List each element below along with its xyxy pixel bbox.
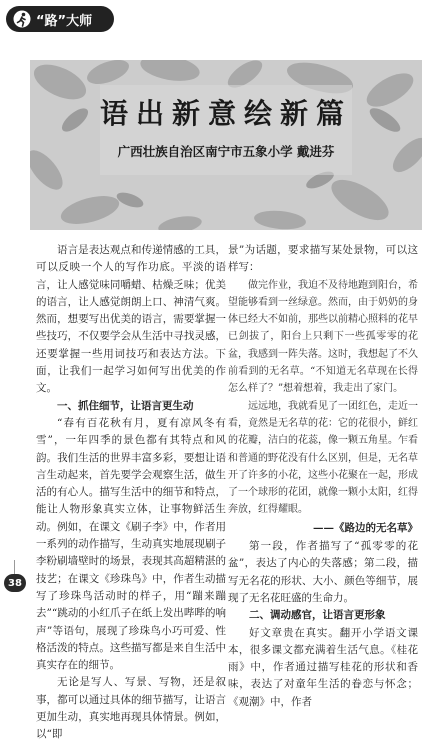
author-line: 广西壮族自治区南宁市五象小学 戴进芬 <box>117 144 335 159</box>
left-column <box>36 242 226 744</box>
article-title: 语出新意绘新篇 <box>99 97 352 130</box>
column-tag <box>6 6 114 32</box>
right-column <box>228 242 418 711</box>
paragraph-details: “春有百花秋有月，夏有凉风冬有雪”，一年四季的景色都有其特点和风韵。我们生活的世界丰富多彩，要想让语言生动起来，首先要学会观察生活，做生活的有心人。描写生活中的细节和特点，能让人物形象真实立体，让事物鲜活生动。例如，在课文《刷子李》中，作者用一系列的动作描写，生动真实地展现刷子李粉刷墙壁时的场景，表现其高超精湛的技艺；在课文《珍珠鸟》中，作者生动描写了珍珠鸟活动时的样子，用“蹦来蹦去”“跳动的小红爪子在纸上发出哔哔的响声”等语句，展现了珍珠鸟小巧可爱、性格活泼的特点。这些描写都是来自生活中真实存在的细节。 <box>36 416 226 672</box>
column-tag-label: “路”大师 <box>36 13 93 29</box>
title-banner <box>30 60 422 230</box>
quoted-passage-1: 做完作业，我迫不及待地跑到阳台，希望能够看到一丝绿意。然而，由于奶奶的身体已经大不如前，那些以前精心照料的花早已剑拔了，阳台上只剩下一些孤零零的花盆，我感到一阵失落。这时，我想起了不久前看到的无名草。“不知道无名草现在长得怎么样了？”想着想着，我走出了家门。 <box>228 279 418 395</box>
section-heading-1: 一、抓住细节，让语言更生动 <box>57 399 194 412</box>
page-number-rule <box>14 560 15 574</box>
quoted-passage-2: 远远地，我就看见了一团红色，走近一看，竟然是无名草的花：它的花很小，鲜红的花瓣，洁白的花蕊，像一颗五角星。乍看和普通的野花没有什么区别，但是，无名草开了许多的小花，这些小花聚在一起，形成了一个球形的花团，就像一颗小太阳，红得奔放，红得耀眼。 <box>228 400 418 516</box>
page-number: 38 <box>4 574 26 592</box>
paragraph-analysis: 第一段，作者描写了“孤零零的花盆”，表达了内心的失落感；第二段，描写无名花的形状、大小、颜色等细节，展现了无名花旺盛的生命力。 <box>228 540 418 604</box>
quote-source: ——《路边的无名草》 <box>313 521 418 534</box>
paragraph-senses: 好文章贵在真实。翻开小学语文课本，很多课文都充满着生活气息。《桂花雨》中，作者通过描写桂花的形状和香味，表达了对童年生活的眷恋与怀念；《观潮》中，作者 <box>228 626 418 708</box>
paragraph-continued: 景”为话题，要求描写某处景物，可以这样写： <box>228 244 418 274</box>
intro-paragraph: 语言是表达观点和传递情感的工具，可以反映一个人的写作功底。平淡的语言，让人感觉味同嚼蜡、枯燥乏味；优美的语言，让人感觉朗朗上口、神清气爽。然而，想要写出优美的语言，需要掌握一些技巧，不仅要学会从生活中寻找灵感，还要掌握一些用词技巧和表达方法。下面，让我们一起学习如何写出优美的作文。 <box>36 244 226 395</box>
section-heading-2: 二、调动感官，让语言更形象 <box>249 609 386 622</box>
running-figure-icon <box>13 10 31 28</box>
paragraph-example-intro: 无论是写人、写景、写物，还是叙事，都可以通过具体的细节描写，让语言更加生动，真实地再现具体情景。例如，以“即 <box>36 676 226 741</box>
